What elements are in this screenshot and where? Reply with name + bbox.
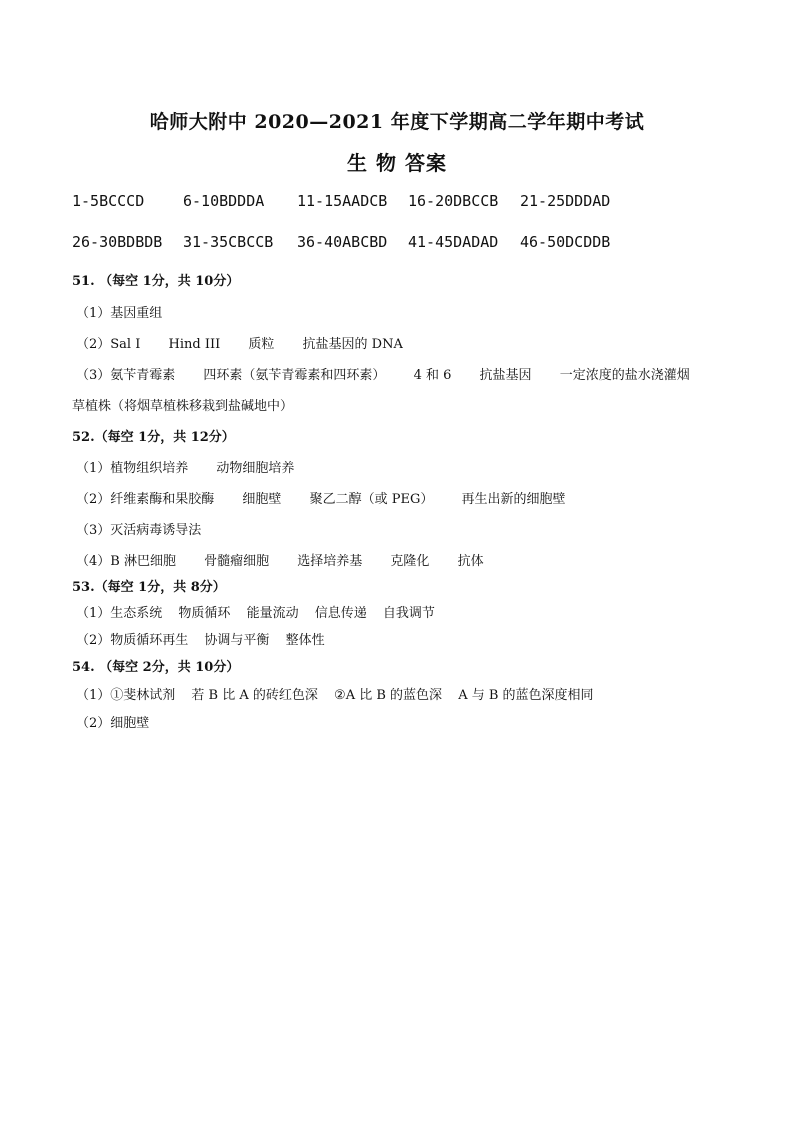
question-53-line-1 [76,602,435,621]
choice-group: 11-15AADCB [297,192,388,210]
answer-item: （3）灭活病毒诱导法 [76,523,202,538]
answer-item: 骨髓瘤细胞 [204,554,270,569]
answer-item: 一定浓度的盐水浇灌烟 [559,368,690,383]
question-52-header: 52.（每空 1分，共 12分） [72,430,235,445]
answer-item: 克隆化 [390,554,430,569]
question-51-header: 51. （每空 1分，共 10分） [72,274,240,289]
choice-group: 41-45DADAD [408,233,499,251]
choice-group: 31-35CBCCB [183,233,274,251]
answer-item: （1）基因重组 [76,306,163,321]
question-54-header: 54. （每空 2分，共 10分） [72,660,240,675]
exam-title: 哈师大附中 2020—2021 年度下学期高二学年期中考试 [149,111,645,133]
answer-item: 抗盐基因 [479,368,532,383]
answer-item: A 与 B 的蓝色深度相同 [458,688,594,703]
answer-item: 质粒 [248,337,275,352]
exam-subtitle: 生 物 答案 [347,151,447,175]
answer-item: 聚乙二醇（或 PEG） [309,492,434,507]
answer-item: （2）物质循环再生 [76,633,189,648]
answer-item: 整体性 [285,633,325,648]
question-54-line-1 [76,684,594,703]
answer-item: 能量流动 [246,606,299,621]
question-52-line-3 [76,519,201,538]
choice-group: 16-20DBCCB [408,192,499,210]
answer-item: 抗盐基因的 DNA [302,337,403,352]
question-52-line-1 [76,457,294,476]
answer-item: （2）纤维素酶和果胶酶 [76,492,215,507]
question-51-line-2 [76,333,403,352]
answer-item: （2）细胞壁 [76,716,150,731]
answer-item: 四环素（氨苄青霉素和四环素） [203,368,386,383]
answer-item: （2）Sal I [76,337,141,352]
answer-item: 自我调节 [382,606,435,621]
question-53-line-2 [76,629,325,648]
question-54-line-2 [76,712,149,731]
answer-item: Hind III [168,337,221,352]
answer-item: 4 和 6 [413,368,452,383]
answer-item: ②A 比 B 的蓝色深 [334,688,443,703]
question-52-line-4 [76,550,484,569]
answer-item: （1）①斐林试剂 [76,688,176,703]
question-51-line-1 [76,302,162,321]
choice-group: 21-25DDDAD [520,192,611,210]
answer-item: 抗体 [457,554,484,569]
answer-item: （3）氨苄青霉素 [76,368,176,383]
answer-item: 协调与平衡 [204,633,270,648]
choice-group: 6-10BDDDA [183,192,265,210]
answer-item: （1）生态系统 [76,606,163,621]
answer-item: 若 B 比 A 的砖红色深 [191,688,318,703]
question-53-header: 53.（每空 1分，共 8分） [72,580,226,595]
answer-item: 选择培养基 [297,554,363,569]
choice-group: 1-5BCCCD [72,192,145,210]
answer-item: 动物细胞培养 [216,461,295,476]
question-51-line-3-continued: 草植株（将烟草植株移栽到盐碱地中） [72,399,294,414]
answer-item: 细胞壁 [242,492,282,507]
answer-item: 再生出新的细胞壁 [461,492,566,507]
answer-item: （1）植物组织培养 [76,461,189,476]
answer-item: 物质循环 [178,606,231,621]
question-51-line-3 [76,364,690,383]
choice-group: 26-30BDBDB [72,233,163,251]
choice-group: 36-40ABCBD [297,233,388,251]
answer-item: （4）B 淋巴细胞 [76,554,176,569]
choice-group: 46-50DCDDB [520,233,611,251]
answer-item: 信息传递 [314,606,367,621]
question-52-line-2 [76,488,566,507]
